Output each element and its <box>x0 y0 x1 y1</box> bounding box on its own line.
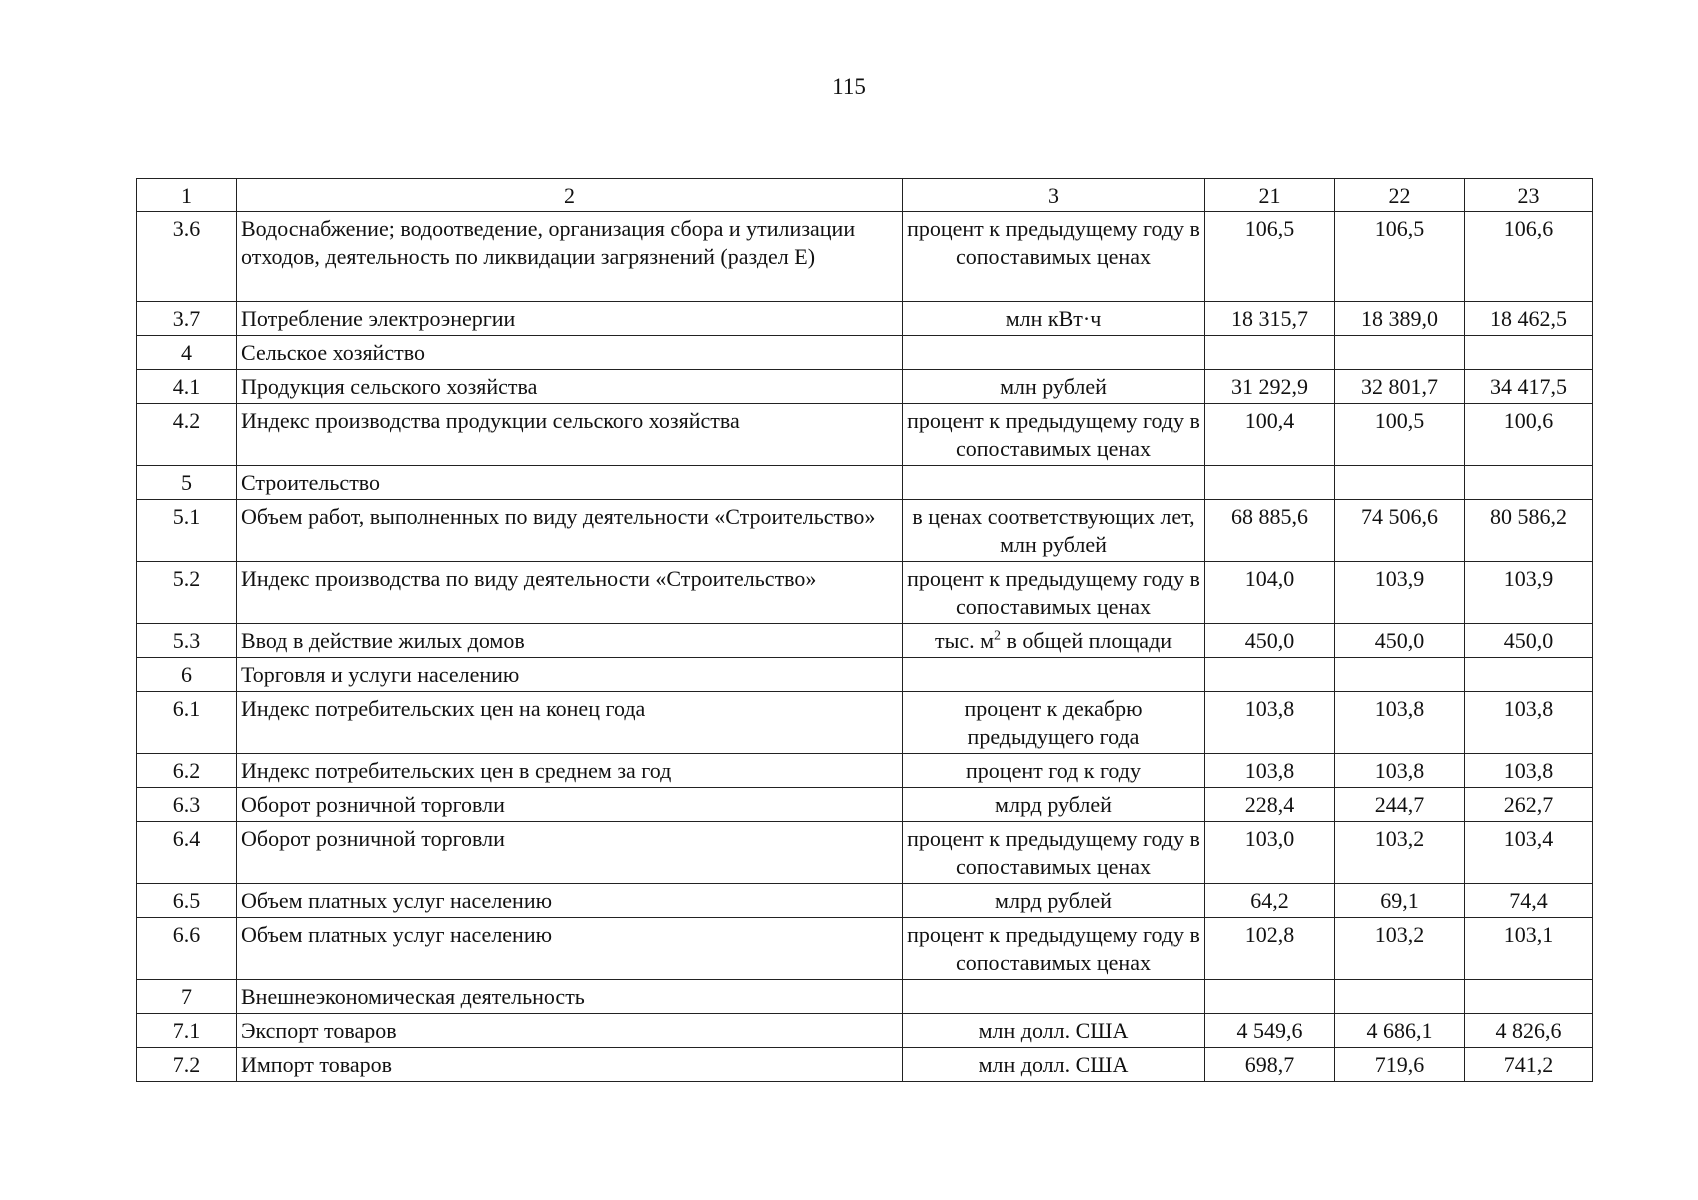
value-22: 74 506,6 <box>1335 500 1465 562</box>
table-row <box>137 788 1593 822</box>
table-row <box>137 466 1593 500</box>
row-number: 5.2 <box>137 562 237 624</box>
row-number: 6 <box>137 658 237 692</box>
unit: млрд рублей <box>903 788 1205 822</box>
row-number: 4 <box>137 336 237 370</box>
value-23 <box>1465 466 1593 500</box>
value-21: 104,0 <box>1205 562 1335 624</box>
value-23: 106,6 <box>1465 212 1593 302</box>
indicator-name: Индекс производства по виду деятельности «Строительство» <box>237 562 903 624</box>
value-23: 262,7 <box>1465 788 1593 822</box>
value-23: 4 826,6 <box>1465 1014 1593 1048</box>
page-number: 115 <box>832 74 866 99</box>
table-row <box>137 754 1593 788</box>
row-number: 7.1 <box>137 1014 237 1048</box>
table-row <box>137 692 1593 754</box>
value-21: 31 292,9 <box>1205 370 1335 404</box>
unit <box>903 466 1205 500</box>
row-number: 4.1 <box>137 370 237 404</box>
value-22 <box>1335 336 1465 370</box>
unit: млн долл. США <box>903 1014 1205 1048</box>
unit: процент к предыдущему году в сопоставимых ценах <box>903 562 1205 624</box>
row-number: 5 <box>137 466 237 500</box>
unit: в ценах соответствующих лет, млн рублей <box>903 500 1205 562</box>
column-header: 2 <box>237 179 903 212</box>
value-22: 4 686,1 <box>1335 1014 1465 1048</box>
value-22: 100,5 <box>1335 404 1465 466</box>
value-22: 103,8 <box>1335 754 1465 788</box>
unit-prefix: тыс. м <box>934 628 995 653</box>
table-row <box>137 370 1593 404</box>
value-21: 100,4 <box>1205 404 1335 466</box>
indicator-name: Объем платных услуг населению <box>237 918 903 980</box>
indicator-name: Импорт товаров <box>237 1048 903 1082</box>
value-23: 103,4 <box>1465 822 1593 884</box>
row-number: 6.3 <box>137 788 237 822</box>
unit: млн рублей <box>903 370 1205 404</box>
unit-suffix: в общей площади <box>1001 628 1173 653</box>
unit: процент к предыдущему году в сопоставимых ценах <box>903 822 1205 884</box>
value-23 <box>1465 658 1593 692</box>
indicator-name: Продукция сельского хозяйства <box>237 370 903 404</box>
table-row <box>137 658 1593 692</box>
row-number: 6.1 <box>137 692 237 754</box>
row-number: 7.2 <box>137 1048 237 1082</box>
value-22 <box>1335 658 1465 692</box>
row-number: 6.5 <box>137 884 237 918</box>
value-23: 103,9 <box>1465 562 1593 624</box>
value-23 <box>1465 980 1593 1014</box>
column-header: 23 <box>1465 179 1593 212</box>
value-21 <box>1205 466 1335 500</box>
value-21: 698,7 <box>1205 1048 1335 1082</box>
row-number: 3.7 <box>137 302 237 336</box>
unit: процент к декабрю предыдущего года <box>903 692 1205 754</box>
indicators-table <box>136 178 1593 1082</box>
value-22: 103,9 <box>1335 562 1465 624</box>
indicator-name: Экспорт товаров <box>237 1014 903 1048</box>
table-row <box>137 1048 1593 1082</box>
column-header: 21 <box>1205 179 1335 212</box>
value-22: 244,7 <box>1335 788 1465 822</box>
row-number: 3.6 <box>137 212 237 302</box>
column-header: 1 <box>137 179 237 212</box>
table-row <box>137 500 1593 562</box>
unit: млн кВт·ч <box>903 302 1205 336</box>
column-header: 3 <box>903 179 1205 212</box>
table-row <box>137 822 1593 884</box>
indicator-name: Потребление электроэнергии <box>237 302 903 336</box>
row-number: 6.4 <box>137 822 237 884</box>
value-23: 74,4 <box>1465 884 1593 918</box>
indicator-name: Водоснабжение; водоотведение, организация сбора и утилизации отходов, деятельность по ликвидации загрязнений (раздел Е) <box>237 212 903 302</box>
value-23: 450,0 <box>1465 624 1593 658</box>
value-23: 741,2 <box>1465 1048 1593 1082</box>
row-number: 4.2 <box>137 404 237 466</box>
unit: процент к предыдущему году в сопоставимых ценах <box>903 212 1205 302</box>
value-22: 719,6 <box>1335 1048 1465 1082</box>
row-number: 7 <box>137 980 237 1014</box>
indicator-name: Индекс производства продукции сельского хозяйства <box>237 404 903 466</box>
value-23: 18 462,5 <box>1465 302 1593 336</box>
value-21: 228,4 <box>1205 788 1335 822</box>
table-row <box>137 1014 1593 1048</box>
value-21: 102,8 <box>1205 918 1335 980</box>
table-row <box>137 212 1593 302</box>
unit: процент к предыдущему году в сопоставимых ценах <box>903 918 1205 980</box>
table-row <box>137 336 1593 370</box>
value-21: 103,8 <box>1205 692 1335 754</box>
value-21: 103,0 <box>1205 822 1335 884</box>
table-row <box>137 918 1593 980</box>
value-22: 103,2 <box>1335 918 1465 980</box>
value-22: 106,5 <box>1335 212 1465 302</box>
value-21: 64,2 <box>1205 884 1335 918</box>
indicator-name: Ввод в действие жилых домов <box>237 624 903 658</box>
value-23: 100,6 <box>1465 404 1593 466</box>
row-number: 6.6 <box>137 918 237 980</box>
value-23: 103,8 <box>1465 692 1593 754</box>
indicator-name: Оборот розничной торговли <box>237 788 903 822</box>
value-23: 80 586,2 <box>1465 500 1593 562</box>
value-22: 32 801,7 <box>1335 370 1465 404</box>
value-21: 450,0 <box>1205 624 1335 658</box>
table-row <box>137 980 1593 1014</box>
unit: процент год к году <box>903 754 1205 788</box>
row-number: 6.2 <box>137 754 237 788</box>
table-row <box>137 302 1593 336</box>
value-23: 103,8 <box>1465 754 1593 788</box>
value-21: 4 549,6 <box>1205 1014 1335 1048</box>
value-23: 34 417,5 <box>1465 370 1593 404</box>
unit: млрд рублей <box>903 884 1205 918</box>
value-21 <box>1205 336 1335 370</box>
value-21 <box>1205 980 1335 1014</box>
table-row <box>137 562 1593 624</box>
value-22: 103,8 <box>1335 692 1465 754</box>
value-22: 18 389,0 <box>1335 302 1465 336</box>
unit <box>903 624 1205 658</box>
value-21: 18 315,7 <box>1205 302 1335 336</box>
value-23 <box>1465 336 1593 370</box>
indicator-name: Индекс потребительских цен на конец года <box>237 692 903 754</box>
section-name: Строительство <box>237 466 903 500</box>
unit: млн долл. США <box>903 1048 1205 1082</box>
unit <box>903 980 1205 1014</box>
value-21: 106,5 <box>1205 212 1335 302</box>
value-22: 103,2 <box>1335 822 1465 884</box>
indicator-name: Оборот розничной торговли <box>237 822 903 884</box>
value-22 <box>1335 466 1465 500</box>
unit <box>903 658 1205 692</box>
value-21 <box>1205 658 1335 692</box>
value-23: 103,1 <box>1465 918 1593 980</box>
header-row <box>137 179 1593 212</box>
row-number: 5.3 <box>137 624 237 658</box>
section-name: Внешнеэкономическая деятельность <box>237 980 903 1014</box>
value-21: 68 885,6 <box>1205 500 1335 562</box>
table-row <box>137 884 1593 918</box>
section-name: Торговля и услуги населению <box>237 658 903 692</box>
table-row <box>137 624 1593 658</box>
indicator-name: Индекс потребительских цен в среднем за год <box>237 754 903 788</box>
indicator-name: Объем работ, выполненных по виду деятельности «Строительство» <box>237 500 903 562</box>
column-header: 22 <box>1335 179 1465 212</box>
value-22: 69,1 <box>1335 884 1465 918</box>
value-22 <box>1335 980 1465 1014</box>
value-21: 103,8 <box>1205 754 1335 788</box>
value-22: 450,0 <box>1335 624 1465 658</box>
table-row <box>137 404 1593 466</box>
unit: процент к предыдущему году в сопоставимых ценах <box>903 404 1205 466</box>
unit-superscript: 2 <box>994 628 1002 644</box>
section-name: Сельское хозяйство <box>237 336 903 370</box>
row-number: 5.1 <box>137 500 237 562</box>
unit <box>903 336 1205 370</box>
indicator-name: Объем платных услуг населению <box>237 884 903 918</box>
